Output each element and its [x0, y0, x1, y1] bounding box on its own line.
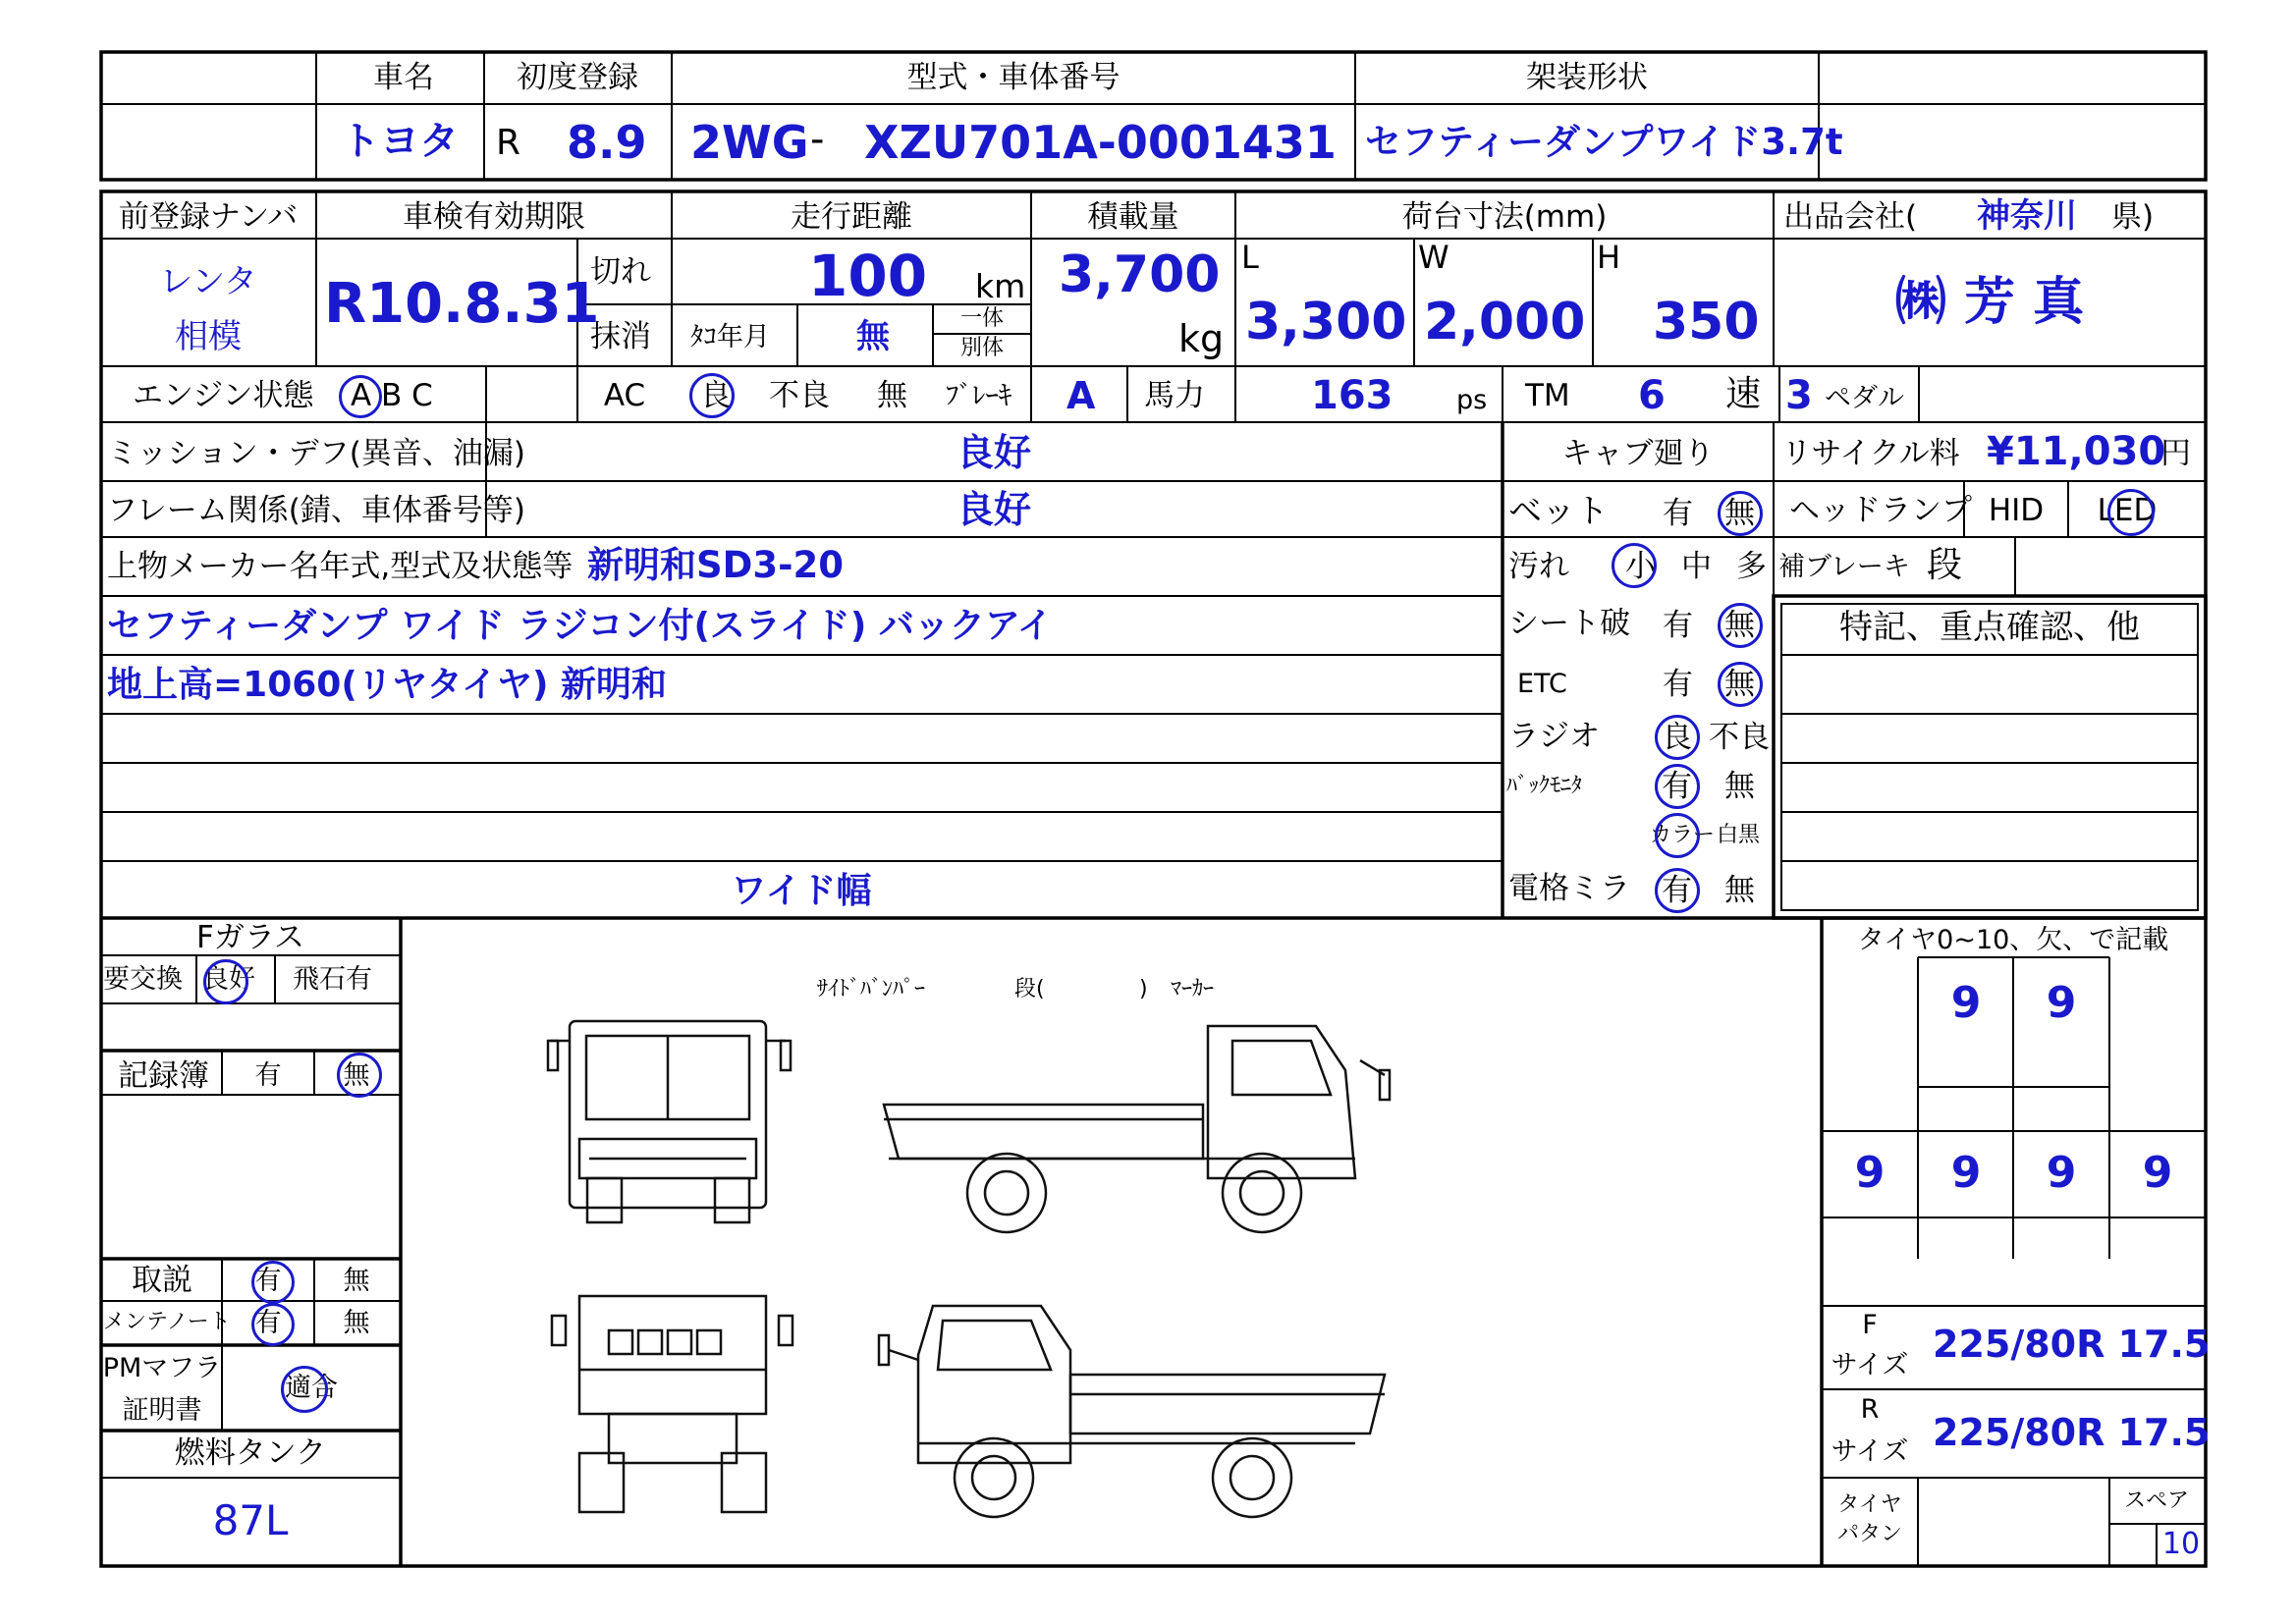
- mirror-yes-circle: [1655, 868, 1700, 913]
- tire-title: タイヤ0~10、欠、で記載: [1857, 925, 2169, 955]
- back-monitor-label: ﾊﾞｯｸﾓﾆﾀ: [1506, 774, 1583, 798]
- model-chassis-label: 型式・車体番号: [906, 60, 1121, 95]
- pedal-label: ペダル: [1825, 383, 1904, 413]
- recycle-label: リサイクル料: [1781, 436, 1960, 471]
- tacho-value: 無: [856, 317, 890, 356]
- truck-rear-view-icon: [552, 1296, 793, 1512]
- radio-good: 良: [1662, 720, 1692, 755]
- mirror-yes: 有: [1662, 873, 1692, 908]
- shaken-label: 車検有効期限: [403, 199, 585, 235]
- aux-brake-label: 補ブレーキ: [1778, 552, 1910, 582]
- tire-rear-4: 9: [2142, 1148, 2173, 1198]
- prev-plate-line1: レンタ: [159, 262, 257, 301]
- mirror-no: 無: [1724, 873, 1755, 908]
- separate-label: 別体: [959, 336, 1005, 360]
- glass-good: 良好: [202, 964, 255, 995]
- front-size-label: サイズ: [1831, 1350, 1909, 1380]
- glass-replace: 要交換: [103, 964, 183, 995]
- tire-rear-2: 9: [1950, 1148, 1982, 1198]
- car-name-label: 車名: [373, 60, 434, 95]
- mission-value: 良好: [956, 431, 1032, 474]
- bed-dimension-label: 荷台寸法(mm): [1401, 199, 1608, 235]
- tm-label: TM: [1525, 378, 1570, 413]
- truck-side-view-icon: [884, 1026, 1390, 1232]
- manual-yes: 有: [254, 1266, 282, 1296]
- rear-size-r: R: [1860, 1394, 1880, 1425]
- dirt-label: 汚れ: [1508, 549, 1569, 584]
- rear-tire-size: 225/80R 17.5: [1933, 1411, 2211, 1454]
- dirt-much: 多: [1736, 549, 1767, 584]
- marker-label: ﾏｰｶｰ: [1171, 977, 1215, 1001]
- brake-value: A: [1066, 374, 1096, 417]
- back-monitor-yes: 有: [1662, 769, 1692, 804]
- front-tire-size: 225/80R 17.5: [1933, 1323, 2211, 1366]
- seat-no-circle: [1718, 603, 1763, 648]
- cancelled-label: 抹消: [590, 319, 651, 354]
- width-label: W: [1418, 239, 1449, 276]
- tire-rear-1: 9: [1854, 1148, 1886, 1198]
- mirror-label: 電格ミラ: [1508, 871, 1630, 906]
- frame-value: 良好: [956, 488, 1032, 531]
- wide-note: ワイド幅: [731, 871, 872, 911]
- recycle-value: ¥11,030: [1987, 429, 2166, 474]
- seller-prefecture: 神奈川: [1977, 196, 2077, 236]
- pm-compliant: 適合: [285, 1373, 338, 1403]
- first-registration: 8.9: [567, 116, 647, 169]
- seller-name: ㈱ 芳 真: [1894, 273, 2085, 332]
- headlamp-led: LED: [2097, 493, 2158, 528]
- ac-label: AC: [603, 378, 646, 413]
- brake-label: ﾌﾞﾚｰｷ: [946, 381, 1012, 411]
- body-type: セフティーダンプワイド3.7t: [1365, 121, 1843, 163]
- engine-grade-options: A B C: [351, 378, 433, 413]
- bed-no-circle: [1718, 491, 1763, 536]
- model-dash: -: [810, 117, 825, 162]
- record-yes: 有: [254, 1060, 282, 1091]
- headlamp-label: ヘッドランプ: [1789, 493, 1972, 528]
- record-no: 無: [343, 1060, 370, 1091]
- integrated-label: 一体: [959, 306, 1005, 331]
- ac-good-circle: [689, 373, 735, 418]
- glass-good-circle: [203, 959, 248, 1004]
- engine-label: エンジン状態: [133, 378, 314, 413]
- maintenance-no: 無: [343, 1308, 370, 1338]
- radio-good-circle: [1655, 715, 1700, 760]
- mileage-value: 100: [808, 243, 928, 309]
- yen-unit: 円: [2160, 436, 2191, 471]
- bw-option: 白黒: [1717, 823, 1761, 847]
- truck-side-view-2-icon: [879, 1306, 1385, 1517]
- etc-no-circle: [1718, 662, 1763, 707]
- fuel-tank-value: 87L: [212, 1496, 289, 1544]
- side-bumper-label: ｻｲﾄﾞﾊﾞﾝﾊﾟｰ: [817, 977, 926, 1001]
- tire-pattern-label-1: タイヤ: [1837, 1492, 1902, 1517]
- pm-compliant-circle: [281, 1366, 328, 1413]
- tm-value: 6: [1638, 373, 1666, 418]
- front-size-f: F: [1862, 1310, 1878, 1340]
- maintenance-yes-circle: [251, 1303, 295, 1346]
- upper-maker-label: 上物メーカー名年式,型式及状態等: [107, 549, 574, 584]
- special-remarks-title: 特記、重点確認、他: [1839, 608, 2140, 647]
- seat-no: 無: [1724, 608, 1755, 643]
- spare-value: 10: [2161, 1527, 2201, 1561]
- rear-size-label: サイズ: [1831, 1436, 1909, 1467]
- body-type-label: 架装形状: [1526, 60, 1648, 95]
- tacho-label: ﾀｺ年月: [690, 322, 770, 352]
- era-label: R: [496, 123, 521, 163]
- pedal-value: 3: [1785, 373, 1813, 418]
- expired-label: 切れ: [590, 254, 651, 290]
- engine-grade-circle: [339, 375, 382, 418]
- dirt-mid: 中: [1681, 549, 1712, 584]
- manual-label: 取説: [132, 1263, 192, 1298]
- pm-muffler-label: PMマフラ: [102, 1353, 222, 1383]
- chassis-number: XZU701A-0001431: [864, 116, 1337, 169]
- length-value: 3,300: [1245, 293, 1407, 352]
- horsepower-label: 馬力: [1144, 378, 1205, 413]
- step-label: 段(: [1014, 977, 1045, 1001]
- aux-brake-value: 段: [1927, 545, 1963, 585]
- truck-front-view-icon: [548, 1021, 791, 1222]
- car-name: トヨタ: [341, 119, 459, 164]
- maintenance-yes: 有: [254, 1308, 282, 1338]
- tire-pattern-label-2: パタン: [1836, 1522, 1903, 1546]
- etc-no: 無: [1724, 667, 1755, 702]
- seat-yes: 有: [1663, 608, 1693, 643]
- seller-label: 出品会社(: [1783, 199, 1918, 235]
- mission-label: ミッション・デフ(異音、油漏): [107, 436, 525, 471]
- length-label: L: [1241, 239, 1259, 276]
- etc-yes: 有: [1663, 667, 1693, 702]
- prev-plate-line2: 相模: [175, 317, 242, 356]
- prev-plate-label: 前登録ナンバ: [118, 199, 299, 235]
- tire-rear-3: 9: [2046, 1148, 2077, 1198]
- front-glass-label: Fガラス: [196, 920, 304, 955]
- radio-label: ラジオ: [1508, 719, 1600, 754]
- led-circle: [2107, 489, 2155, 536]
- color-option: カラー: [1650, 823, 1716, 847]
- manual-no: 無: [343, 1266, 370, 1296]
- step-close: ): [1139, 977, 1148, 1001]
- cab-title: キャブ廻り: [1561, 436, 1715, 471]
- kg-unit: kg: [1178, 317, 1225, 360]
- radio-bad: 不良: [1709, 720, 1770, 755]
- seat-tear-label: シート破: [1508, 606, 1630, 641]
- record-book-label: 記録簿: [118, 1058, 209, 1094]
- speed-label: 速: [1725, 374, 1762, 414]
- note-line-1: セフティーダンプ ワイド ラジコン付(スライド) バックアイ: [107, 606, 1053, 646]
- frame-label: フレーム関係(錆、車体番号等): [107, 493, 525, 528]
- back-monitor-yes-circle: [1655, 764, 1700, 809]
- fuel-tank-label: 燃料タンク: [174, 1435, 327, 1471]
- record-no-circle: [337, 1053, 382, 1098]
- bed-yes: 有: [1663, 496, 1693, 531]
- headlamp-hid: HID: [1988, 493, 2045, 528]
- ac-bad: 不良: [769, 378, 830, 413]
- pm-cert-label: 証明書: [122, 1395, 202, 1426]
- load-capacity-label: 積載量: [1087, 199, 1179, 235]
- first-registration-label: 初度登録: [517, 60, 638, 95]
- color-circle: [1655, 813, 1700, 858]
- note-line-2: 地上高=1060(リヤタイヤ) 新明和: [107, 665, 667, 705]
- seller-label-end: 県): [2111, 199, 2155, 235]
- height-value: 350: [1653, 293, 1760, 352]
- dirt-small-circle: [1612, 543, 1657, 588]
- model-prefix: 2WG: [690, 116, 809, 169]
- ps-unit: ps: [1456, 385, 1488, 415]
- spare-label: スペア: [2123, 1488, 2190, 1513]
- glass-chip: 飛石有: [293, 964, 372, 995]
- width-value: 2,000: [1424, 293, 1586, 352]
- bed-no: 無: [1724, 496, 1755, 531]
- shaken-expiry: R10.8.31: [324, 272, 600, 336]
- height-label: H: [1597, 239, 1621, 276]
- load-value: 3,700: [1059, 245, 1221, 304]
- maintenance-label: メンテノート: [103, 1310, 231, 1334]
- back-monitor-no: 無: [1724, 769, 1755, 804]
- tire-front-left: 9: [1950, 978, 1982, 1028]
- bed-label: ベット: [1508, 492, 1609, 531]
- dirt-small: 小: [1625, 549, 1656, 584]
- tire-front-right: 9: [2046, 978, 2077, 1028]
- horsepower-value: 163: [1311, 373, 1394, 418]
- manual-yes-circle: [251, 1261, 295, 1304]
- etc-label: ETC: [1517, 669, 1567, 699]
- ac-good: 良: [700, 378, 731, 413]
- mileage-label: 走行距離: [791, 199, 912, 235]
- ac-none: 無: [877, 378, 907, 413]
- upper-maker-value: 新明和SD3-20: [587, 544, 844, 586]
- km-unit: km: [975, 267, 1026, 305]
